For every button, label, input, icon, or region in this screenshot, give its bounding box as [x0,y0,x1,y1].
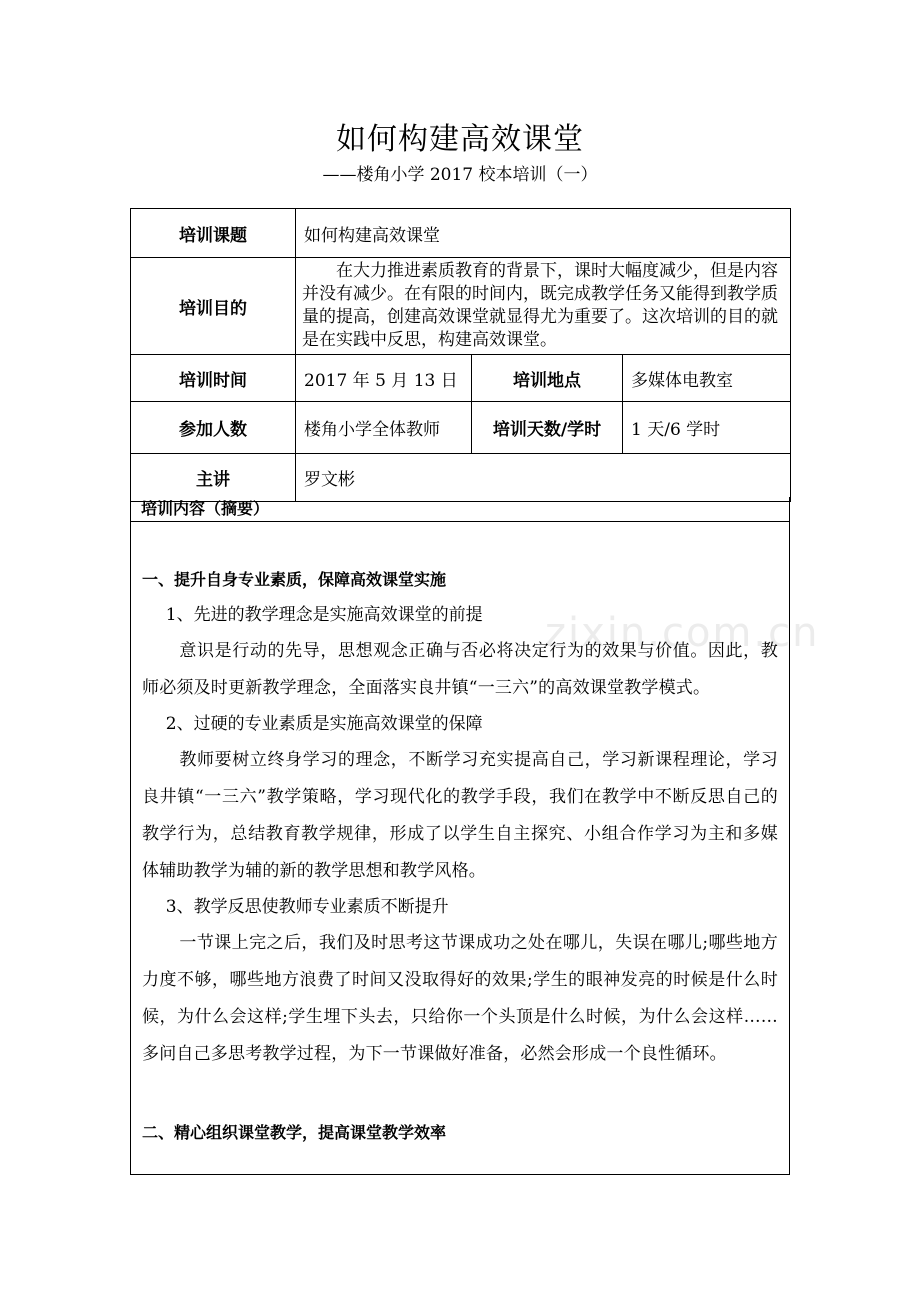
content-body [131,522,789,1151]
content-box [130,497,790,1175]
paragraph-1: 意识是行动的先导，思想观念正确与否必将决定行为的效果与价值。因此，教师必须及时更新教学理念，全面落实良井镇“一三六”的高效课堂教学模式。 [142,641,778,698]
row-purpose [131,258,791,355]
speaker-value: 罗文彬 [296,454,791,502]
paragraph-2: 教师要树立终身学习的理念，不断学习充实提高自己，学习新课程理论，学习良井镇“一三六”教学策略，学习现代化的教学手段，我们在教学中不断反思自己的教学行为，总结教育教学规律，形成了以学生自主探究、小组合作学习为主和多媒体辅助教学为辅的新的教学思想和教学风格。 [142,750,778,881]
place-value: 多媒体电教室 [623,355,791,402]
subheading-3: 3、教学反思使教师专业素质不断提升 [165,897,449,917]
topic-label: 培训课题 [131,209,296,258]
section-heading-2: 二、精心组织课堂教学，提高课堂教学效率 [142,1123,447,1142]
subheading-1: 1、先进的教学理念是实施高效课堂的前提 [165,605,483,625]
time-value: 2017 年 5 月 13 日 [296,355,472,402]
topic-value: 如何构建高效课堂 [296,209,791,258]
purpose-label: 培训目的 [131,258,296,355]
time-label: 培训时间 [131,355,296,402]
place-label: 培训地点 [472,355,623,402]
people-value: 楼角小学全体教师 [296,402,472,454]
content-header: 培训内容（摘要） [131,497,789,522]
row-topic [131,209,791,258]
speaker-label: 主讲 [131,454,296,502]
info-table [130,208,791,502]
section-heading-1: 一、提升自身专业素质，保障高效课堂实施 [142,570,447,589]
page-subtitle: ——楼角小学 2017 校本培训（一） [322,165,598,185]
row-people [131,402,791,454]
page-title: 如何构建高效课堂 [336,122,584,157]
purpose-value: 在大力推进素质教育的背景下，课时大幅度减少，但是内容并没有减少。在有限的时间内，既完成教学任务又能得到教学质量的提高，创建高效课堂就显得尤为重要了。这次培训的目的就是在实践中反思，构建高效课堂。 [296,258,791,355]
watermark: zixin.com.cn [545,610,820,656]
people-label: 参加人数 [131,402,296,454]
row-time [131,355,791,402]
paragraph-3: 一节课上完之后，我们及时思考这节课成功之处在哪儿，失误在哪儿;哪些地方力度不够，哪些地方浪费了时间又没取得好的效果;学生的眼神发亮的时候是什么时候，为什么会这样;学生埋下头去，只给你一个头顶是什么时候，为什么会这样……多问自己多思考教学过程，为下一节课做好准备，必然会形成一个良性循环。 [142,933,778,1064]
days-value: 1 天/6 学时 [623,402,791,454]
row-speaker [131,454,791,502]
days-label: 培训天数/学时 [472,402,623,454]
subheading-2: 2、过硬的专业素质是实施高效课堂的保障 [165,714,483,734]
